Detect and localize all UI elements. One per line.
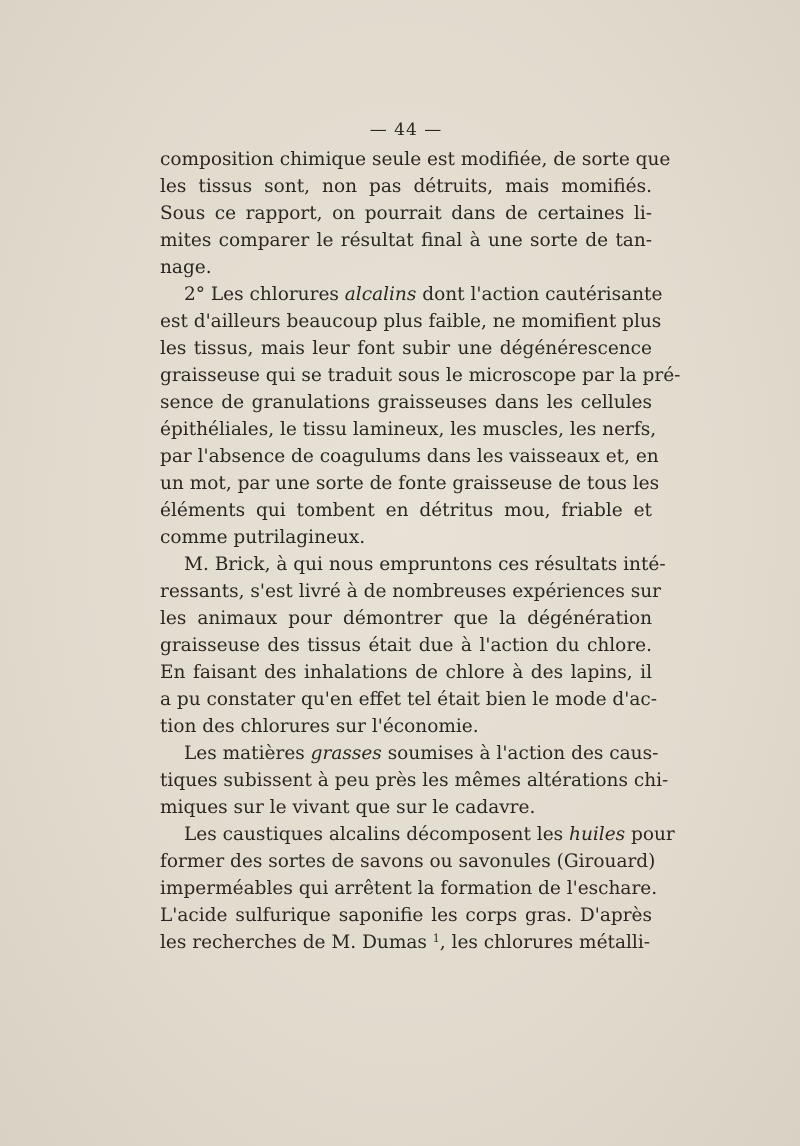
text-line: sence de granulations graisseuses dans les cellules [160, 392, 652, 413]
text-line: a pu constater qu'en effet tel était bien le mode d'ac- [160, 689, 657, 710]
italic-term: grasses [310, 743, 382, 764]
page-number: — 44 — [369, 120, 443, 140]
paragraph-p5 [160, 821, 675, 956]
text-line: imperméables qui arrêtent la formation de l'eschare. [160, 878, 658, 899]
text-line: les recherches de M. Dumas $^1$, les chlorures métalli- [160, 932, 650, 953]
footnote-ref: 1 [432, 932, 440, 945]
paragraph-p2 [160, 281, 681, 551]
text-line: graisseuse des tissus était due à l'action du chlore. [160, 635, 652, 656]
italic-term: huiles [569, 824, 626, 845]
text-line: 2° Les chlorures alcalins dont l'action cautérisante [184, 284, 663, 305]
text-line: ressants, s'est livré à de nombreuses expériences sur [160, 581, 661, 602]
text-line: En faisant des inhalations de chlore à des lapins, il [160, 662, 652, 683]
text-line: Sous ce rapport, on pourrait dans de certaines li- [160, 203, 652, 224]
text-line: un mot, par une sorte de fonte graisseuse de tous les [160, 473, 660, 494]
text-line: Les caustiques alcalins décomposent les huiles pour [184, 824, 675, 845]
text-line: épithéliales, le tissu lamineux, les muscles, les nerfs, [160, 419, 657, 440]
text-line: composition chimique seule est modifiée, de sorte que [160, 149, 671, 170]
text-line: mites comparer le résultat final à une sorte de tan- [160, 230, 652, 251]
page [160, 118, 681, 956]
text-line: miques sur le vivant que sur le cadavre. [160, 797, 536, 818]
text-line: est d'ailleurs beaucoup plus faible, ne momifient plus [160, 311, 662, 332]
text-line: tiques subissent à peu près les mêmes altérations chi- [160, 770, 669, 791]
text-line: comme putrilagineux. [160, 527, 366, 548]
text-line: L'acide sulfurique saponifie les corps gras. D'après [160, 905, 652, 926]
text-line: les tissus, mais leur font subir une dégénérescence [160, 338, 652, 359]
text-line: former des sortes de savons ou savonules (Girouard) [160, 851, 656, 872]
paragraph-p1 [160, 146, 671, 281]
text-line: nage. [160, 257, 212, 278]
text-line: les animaux pour démontrer que la dégénération [160, 608, 652, 629]
paragraph-p3 [160, 551, 666, 740]
text-line: Les matières grasses soumises à l'action des caus- [184, 743, 659, 764]
text-line: par l'absence de coagulums dans les vaisseaux et, en [160, 446, 659, 467]
text-line: les tissus sont, non pas détruits, mais momifiés. [160, 176, 652, 197]
paragraph-p4 [160, 740, 669, 821]
text-line: tion des chlorures sur l'économie. [160, 716, 479, 737]
text-line: M. Brick, à qui nous empruntons ces résultats inté- [184, 554, 666, 575]
body-text [160, 146, 681, 956]
italic-term: alcalins [344, 284, 417, 305]
text-line: graisseuse qui se traduit sous le microscope par la pré- [160, 365, 681, 386]
text-line: éléments qui tombent en détritus mou, friable et [160, 500, 652, 521]
